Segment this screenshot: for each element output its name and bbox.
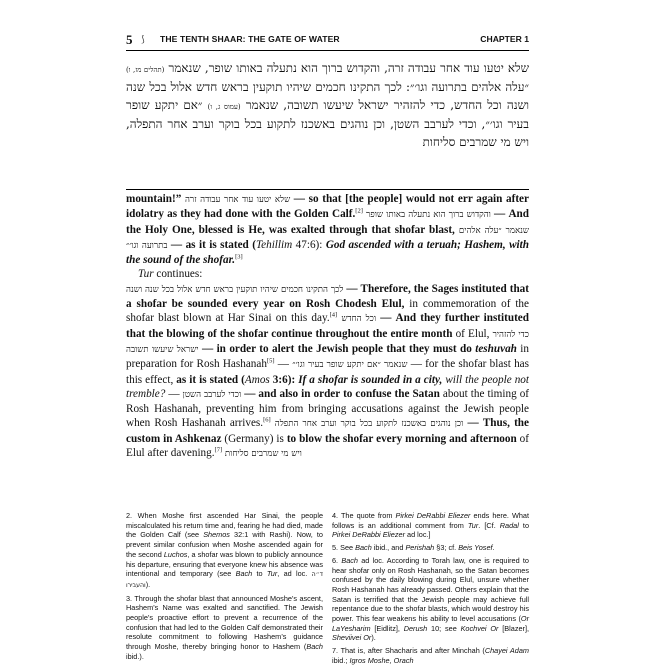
footnote-text: ends here. What follows is an additional comment from: [332, 511, 529, 530]
hebrew-phrase: שלא יטעו עוד אחר עבודה זרה: [184, 195, 291, 205]
hebrew-phrase: וכל החדש: [337, 314, 377, 325]
footnote-text: ibid.).: [126, 651, 144, 661]
reference: Tur: [138, 268, 154, 281]
commentary-text: as it is stated (: [176, 373, 245, 386]
footnotes-section: [126, 511, 529, 669]
footnote-reference: Beis Yosef: [458, 543, 493, 553]
commentary-text: — And the Holy One, blessed is He, was exalted through that shofar blast,: [126, 208, 529, 236]
commentary-text: 47:6):: [292, 238, 326, 251]
footnote-ref: [2]: [355, 207, 363, 215]
footnote-reference: Pirkei DeRabbi Eliezer: [332, 530, 405, 540]
commentary-text: — in order to alert the Jewish people that they must do: [198, 342, 476, 355]
footnote-text: ad loc. According to Torah law, one is required to hear shofar only on Rosh Hashanah, so the Satan becomes confused by the daily blowing during Elul, unsure whether Rosh Hashanah has already passed. Others explain that the Satan is terrified that the Jewish people may achieve full repentance due to the shofar blasts, which would destroy his power. This fear weakens his ability to level accusations (: [332, 555, 529, 624]
footnote-reference: Kochvei Or: [460, 623, 499, 633]
commentary-text: — for the shofar blast has this effect,: [126, 358, 529, 386]
hebrew-text-part: שלא יטעו עוד אחר עבודה זרה, והקדוש ברוך הוא נתעלה באותו שופר, שנאמר: [168, 61, 529, 75]
verse-quote: God ascended with a teruah; Hashem, with the sound of the shofar.: [126, 238, 529, 267]
commentary-text: 3:6):: [269, 373, 299, 386]
footnote-reference: Bach: [306, 642, 323, 652]
footnote-4: [332, 511, 529, 540]
footnotes-column-right: [332, 511, 529, 669]
commentary-text: — as it is stated (: [167, 238, 256, 251]
hebrew-phrase: וכדי לערבב השטן: [182, 389, 242, 400]
footnote-5: [332, 543, 529, 553]
hebrew-source-citation: (תהלים מז, ו): [126, 66, 165, 74]
commentary-paragraph: [126, 192, 529, 267]
footnote-reference: Radal: [499, 520, 519, 530]
footnote-3: [126, 594, 323, 662]
footnote-text: .: [492, 543, 495, 553]
page-number: 5: [126, 32, 133, 47]
footnote-reference: Shemos: [203, 530, 230, 540]
footnote-reference: Chayei Adam: [484, 646, 529, 656]
commentary-paragraph: [126, 267, 529, 281]
commentary-text: of Elul after davening.: [126, 432, 529, 460]
shaar-title: THE TENTH SHAAR: THE GATE OF WATER: [160, 34, 340, 44]
footnote-text: to: [252, 569, 267, 579]
footnote-text: ).: [371, 633, 376, 643]
footnote-reference: Tur: [266, 569, 278, 579]
footnote-ref: [4]: [329, 311, 338, 319]
footnote-text: §3; cf.: [434, 543, 459, 553]
commentary-text: in commemoration of the shofar blast blown at Har Sinai on this day.: [126, 298, 529, 325]
ornament-icon: ⟆: [141, 35, 145, 45]
footnotes-column-left: [126, 511, 323, 669]
footnote-reference: Perishah: [405, 543, 435, 553]
footnote-text: ad loc.]: [405, 530, 431, 540]
commentary-text: — and also in order to confuse the Satan: [241, 387, 440, 400]
footnote-ref: [6]: [263, 416, 271, 424]
footnote-text: 32:1 with Rashi). Now, to prevent similar confusion when Moshe ascended again for the second: [126, 530, 323, 559]
footnote-text: 4. The quote from: [332, 511, 396, 520]
footnote-6: [332, 556, 529, 643]
running-header: [126, 34, 529, 51]
commentary-text: — And they further instituted that the blowing of the shofar continue throughout the entire month: [126, 312, 529, 340]
hebrew-phrase: לכך התקינו חכמים שיהיו תוקעין בראש חדש אלול בכל שנה ושנה: [126, 284, 344, 295]
commentary-text: in preparation for Rosh Hashanah: [126, 342, 529, 371]
verse-quote: If a shofar is sounded in a city,: [298, 373, 443, 386]
commentary-paragraph: [126, 282, 529, 462]
hebrew-phrase: והקדוש ברוך הוא נתעלה באותו שופר: [362, 210, 491, 221]
footnote-text: ibid.;: [332, 655, 350, 665]
footnote-text: ibid., and: [371, 543, 406, 553]
hebrew-phrase: וכן נוהגים באשכנז לתקוע בכל בוקר וערב אחר התפלה: [270, 419, 464, 430]
term: teshuvah: [475, 342, 517, 355]
footnote-reference: Bach: [341, 555, 358, 565]
book-page: [126, 32, 530, 665]
footnote-text: 6.: [332, 555, 342, 565]
commentary-text: to blow the shofar every morning and afternoon: [286, 432, 517, 445]
verse-quote: will the people not tremble?: [126, 373, 529, 400]
commentary-text: — so that [the people] would not err again after idolatry as they had done with the Golden Calf.: [126, 193, 529, 221]
footnote-text: 2. When Moshe first ascended Har Sinai, the people miscalculated his return time and, fearing he had died, made the Golden Calf (see: [126, 511, 323, 540]
footnote-reference: Sheviivei Or: [332, 633, 372, 643]
reference: Tehillim: [255, 238, 293, 251]
footnote-text: [Blazer],: [498, 623, 530, 633]
footnote-reference: Pirkei DeRabbi Eliezer: [395, 511, 471, 520]
footnote-reference: Derush: [403, 623, 428, 633]
footnote-text: . [Cf.: [478, 520, 500, 530]
english-commentary: [126, 192, 529, 488]
footnote-text: , ad loc.: [277, 569, 312, 579]
footnote-7: [332, 646, 529, 665]
hebrew-source-text: [126, 60, 529, 185]
footnote-text: 3. Through the shofar blast that announced Moshe’s ascent, Hashem’s Name was exalted and sanctified. The Jewish people’s proactive effort to prevent a recurrence of the confusion that had led to the Golden Calf demonstrated their resolute commitment to following Hashem’s guidance through Moshe, thereby bringing honor to Hashem (: [126, 593, 323, 652]
commentary-text: of Elul,: [452, 327, 493, 340]
footnote-hebrew: ד״ה והעבירו: [126, 571, 324, 589]
footnote-ref: [3]: [235, 253, 243, 261]
commentary-text: continues:: [153, 268, 203, 281]
footnote-reference: Bach: [355, 543, 372, 553]
commentary-text: — Thus, the custom in Ashkenaz: [126, 417, 529, 445]
footnote-ref: [7]: [214, 446, 223, 454]
hebrew-phrase: שנאמר ״עלה אלהים בתרועה וגו׳״: [126, 225, 529, 251]
reference: Amos: [244, 373, 270, 386]
hebrew-source-citation: (עמוס ג, ו): [207, 102, 241, 111]
footnote-text: 5. See: [332, 543, 356, 553]
footnote-text: 10; see: [427, 623, 461, 633]
commentary-text: about the timing of Rosh Hashanah, preventing him from bringing accusations against the Jewish people when Rosh Hashanah arrives.: [126, 387, 529, 430]
footnote-reference: Or LaYesharim: [332, 614, 529, 633]
hebrew-phrase: שנאמר ״אם יתקע שופר בעיר וגו׳״: [292, 360, 408, 371]
footnote-text: [Eidlitz],: [370, 623, 404, 633]
commentary-text: —: [274, 358, 293, 371]
footnote-text: 7. That is, after Shacharis and after Minchah (: [332, 646, 485, 656]
footnote-term: Luchos: [163, 549, 188, 559]
chapter-label: CHAPTER 1: [480, 34, 529, 44]
section-divider: [126, 189, 529, 190]
hebrew-phrase: כדי להזהיר ישראל שיעשו תשובה: [126, 329, 529, 355]
footnote-text: to: [518, 520, 530, 530]
footnote-reference: Tur: [467, 520, 479, 530]
hebrew-text-part: ״עלה אלהים בתרועה וגו׳״: לכך התקינו חכמים שיהיו תוקעין בראש חדש אלול בכל שנה ושנה וכל החדש, כדי להזהיר ישראל שיעשו תשובה, שנאמר: [126, 80, 529, 112]
footnote-text: , a shofar was blown to publicly announce his departure, ensuring that everyone knew his absence was intentional and temporary (see: [126, 549, 323, 579]
footnote-reference: Bach: [235, 569, 253, 579]
hebrew-phrase: ויש מי שמרבים סליחות: [222, 449, 302, 460]
footnote-ref: [5]: [266, 357, 275, 365]
footnote-text: ).: [145, 579, 151, 589]
footnote-2: [126, 511, 323, 591]
commentary-text: mountain!”: [126, 193, 185, 205]
hebrew-text-part: ״אם יתקע שופר בעיר וגו׳״, וכדי לערבב השטן, וכן נוהגים באשכנז לתקוע בכל בוקר וערב אחר התפלה, ויש מי שמרבים סליחות: [126, 97, 529, 149]
footnote-reference: Igros Moshe, Orach: [349, 655, 414, 665]
commentary-text: —: [165, 387, 183, 400]
commentary-text: (Germany) is: [221, 432, 287, 445]
commentary-text: — Therefore, the Sages instituted that a shofar be sounded every year on Rosh Chodesh Elul,: [126, 282, 529, 311]
